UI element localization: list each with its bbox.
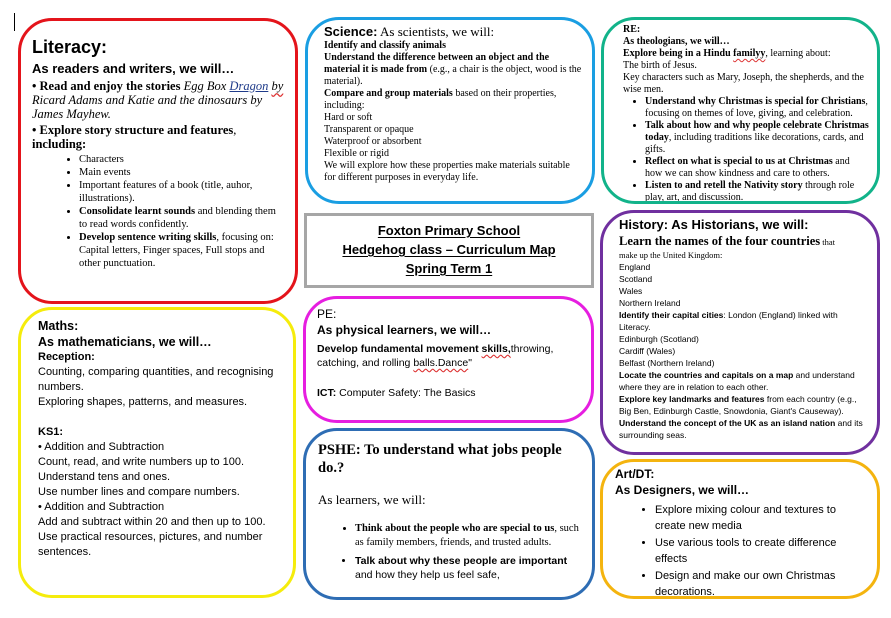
science-line-bold: Understand the difference between an object and the material it is made from [324, 52, 550, 75]
maths-line: Counting, comparing quantities, and recognising numbers. [38, 366, 274, 393]
history-country: Wales [619, 286, 643, 296]
history-country: Scotland [619, 274, 653, 284]
history-island [619, 417, 869, 441]
literacy-book-title-1: Egg Box [183, 79, 227, 93]
pe-develop-bold: Develop fundamental movement [317, 343, 479, 355]
pe-skills-misspelled: skills, [481, 343, 511, 355]
history-capitals [619, 309, 869, 333]
science-line-text: Transparent or opaque [324, 124, 414, 135]
science-line [324, 88, 582, 112]
history-locate [619, 369, 869, 393]
literacy-by-text: by [271, 79, 284, 93]
science-line [324, 136, 582, 148]
science-line [324, 160, 582, 184]
page-title-box [304, 213, 594, 288]
pe-develop [317, 342, 583, 370]
re-explore-rest: , learning about: [765, 48, 831, 59]
pshe-panel [303, 428, 595, 600]
list-item [79, 153, 285, 166]
literacy-read-rest: Ricard Adams and [32, 93, 125, 107]
re-item-text: through role play, art, and discussion. [645, 180, 855, 203]
literacy-subtitle: As readers and writers, we will… [32, 61, 235, 76]
re-item-text: , including traditions like decorations, cards, and gifts. [645, 132, 864, 155]
maths-line: Use number lines and compare numbers. [38, 486, 240, 498]
re-title: RE: [623, 24, 641, 35]
list-item [645, 120, 869, 156]
science-line [324, 112, 582, 124]
science-line-bold: Compare and group materials [324, 88, 453, 99]
re-panel [601, 17, 880, 204]
literacy-item-text: Main events [79, 167, 131, 178]
pe-panel [303, 296, 594, 423]
literacy-item-bold: Consolidate learnt sounds [79, 206, 196, 217]
history-lead-rest: that [820, 237, 836, 247]
science-line-text: Waterproof or absorbent [324, 136, 422, 147]
literacy-explore-bold: • Explore story structure and features [32, 123, 234, 137]
list-item: • Explore mixing colour and textures to create new media [655, 502, 869, 534]
science-line-text: We will explore how these properties make materials suitable for different purposes in everyday life. [324, 160, 570, 183]
art-title: Art/DT: [615, 467, 655, 481]
pshe-item-bold: Think about the people who are special to us [355, 523, 555, 534]
re-line: The birth of Jesus. [623, 60, 697, 71]
re-item-text: and how we can show kindness and care to others. [645, 156, 850, 179]
maths-line: Understand tens and ones. [38, 471, 171, 483]
literacy-explore-end: , [233, 123, 237, 137]
pshe-item-bold: Talk about why these people are important [355, 555, 568, 567]
pshe-subtitle: As learners, we will: [318, 492, 426, 507]
history-landmarks-bold: Explore key landmarks and features [619, 394, 765, 404]
literacy-book-title-2: Katie and the dinosaurs [127, 93, 248, 107]
pshe-item-text: , such as family members, friends, and trusted adults. [355, 523, 579, 548]
pe-title: PE: [317, 307, 337, 321]
pe-ict [317, 386, 583, 400]
science-line-text: (e.g., a chair is the object, wood is the material). [324, 64, 582, 87]
science-panel [305, 17, 595, 204]
maths-line: • Addition and Subtraction [38, 441, 165, 453]
history-title: History: As Historians, we will: [619, 217, 809, 232]
science-title-bold: Science: [324, 24, 378, 39]
literacy-read-bold: • Read and enjoy the stories [32, 79, 181, 93]
maths-line: Exploring shapes, patterns, and measures. [38, 396, 248, 408]
pe-balls-misspelled: balls.Dance [413, 357, 469, 369]
history-capitals-bold: Identify their capital cities [619, 310, 724, 320]
literacy-item-text: Characters [79, 154, 124, 165]
list-item [79, 231, 285, 270]
history-lead [619, 233, 869, 249]
history-island-bold: Understand the concept of the UK as an island nation [619, 418, 836, 428]
history-panel [600, 210, 880, 455]
maths-subtitle: As mathematicians, we will… [38, 335, 212, 349]
list-item [79, 205, 285, 231]
maths-reception-label: Reception: [38, 351, 95, 363]
maths-title: Maths: [38, 319, 79, 333]
literacy-explore-paragraph [32, 123, 285, 151]
re-item-text: , focusing on themes of love, giving, and celebration. [645, 96, 868, 119]
re-explore-misspelled: familyy [733, 48, 766, 59]
class-map-title: Hedgehog class – Curriculum Map [342, 242, 556, 257]
history-country: Northern Ireland [619, 298, 681, 308]
term-title: Spring Term 1 [405, 261, 493, 276]
re-line: Key characters such as Mary, Joseph, the shepherds, and the wise men. [623, 72, 864, 95]
literacy-read-end: . [107, 107, 111, 121]
text-cursor [14, 13, 15, 31]
maths-line: Add and subtract within 20 and then up to 100. [38, 516, 266, 528]
science-title [324, 24, 582, 40]
literacy-read-paragraph [32, 79, 285, 121]
literacy-including: including: [32, 137, 87, 151]
maths-line: Use practical resources, pictures, and number sentences. [38, 531, 263, 558]
literacy-item-text: and blending them to read words confidently. [79, 206, 276, 230]
list-item [645, 156, 869, 180]
pe-ict-bold: ICT: [317, 387, 337, 399]
school-name: Foxton Primary School [377, 223, 521, 238]
history-landmarks-rest: from each country (e.g., Big Ben, Edinburgh Castle, Snowdonia, Giant's Causeway). [619, 394, 857, 416]
re-item-bold: Talk about how and why people celebrate Christmas today [645, 120, 869, 143]
pe-develop-end: " [468, 357, 472, 369]
literacy-book-link-dragon[interactable]: Dragon [229, 79, 269, 93]
history-landmarks [619, 393, 869, 417]
history-locate-rest: and understand where they are in relation to each other. [619, 370, 855, 392]
re-item-bold: Understand why Christmas is special for Christians [645, 96, 866, 107]
pshe-title: PSHE: To understand what jobs people do.? [318, 442, 562, 476]
history-lead-bold: Learn the names of the four countries [619, 234, 821, 248]
science-line [324, 124, 582, 136]
literacy-panel [18, 18, 298, 304]
history-capital: Belfast (Northern Ireland) [619, 358, 715, 368]
maths-line: • Addition and Subtraction [38, 501, 165, 513]
literacy-by-author-2: by James Mayhew [32, 93, 263, 121]
list-item: • Use various tools to create difference effects [655, 535, 869, 567]
science-line [324, 148, 582, 160]
re-item-bold: Listen to and retell the Nativity story [645, 180, 803, 191]
re-subtitle: As theologians, we will… [623, 36, 730, 47]
list-item [645, 180, 869, 204]
science-line [324, 52, 582, 88]
maths-line: Count, read, and write numbers up to 100. [38, 456, 245, 468]
history-capital: Cardiff (Wales) [619, 346, 676, 356]
list-item: • Design and make our own Christmas decorations. [655, 568, 869, 599]
list-item [355, 554, 580, 582]
science-line-text: Flexible or rigid [324, 148, 389, 159]
history-locate-bold: Locate the countries and capitals on a map [619, 370, 794, 380]
history-country: England [619, 262, 651, 272]
maths-panel [18, 307, 296, 598]
science-line-text: based on their properties, including: [324, 88, 557, 111]
list-item [645, 96, 869, 120]
art-list [615, 502, 869, 599]
literacy-item-text: Important features of a book (title, auhor, illustrations). [79, 180, 253, 204]
re-explore [623, 48, 869, 60]
history-capitals-rest: : London (England) linked with Literacy. [619, 310, 838, 332]
re-item-bold: Reflect on what is special to us at Christmas [645, 156, 833, 167]
art-subtitle: As Designers, we will… [615, 483, 750, 497]
science-line [324, 40, 582, 52]
literacy-item-bold: Develop sentence writing skills [79, 232, 217, 243]
pe-ict-rest: Computer Safety: The Basics [336, 387, 476, 399]
pe-subtitle: As physical learners, we will… [317, 323, 492, 337]
re-list [623, 96, 869, 204]
literacy-item-text: , focusing on: Capital letters, Finger spaces, Full stops and other punctuation. [79, 232, 274, 269]
literacy-list [32, 153, 285, 270]
history-island-rest: and its surrounding seas. [619, 418, 863, 440]
list-item [79, 166, 285, 179]
re-explore-bold: Explore being in a Hindu [623, 48, 731, 59]
literacy-title: Literacy: [32, 37, 108, 57]
list-item [79, 179, 285, 205]
history-lead-line2: make up the United Kingdom: [619, 250, 723, 260]
pe-develop-mid: throwing, catching, and rolling [317, 343, 554, 369]
list-item [355, 522, 580, 550]
history-capital: Edinburgh (Scotland) [619, 334, 699, 344]
science-line-text: Hard or soft [324, 112, 373, 123]
art-dt-panel [600, 459, 880, 599]
maths-ks1-label: KS1: [38, 426, 64, 438]
pshe-list [318, 522, 580, 582]
pshe-item-text: and how they help us feel safe, [355, 569, 500, 581]
science-line-bold: Identify and classify animals [324, 40, 446, 51]
science-title-rest: As scientists, we will: [377, 24, 495, 39]
